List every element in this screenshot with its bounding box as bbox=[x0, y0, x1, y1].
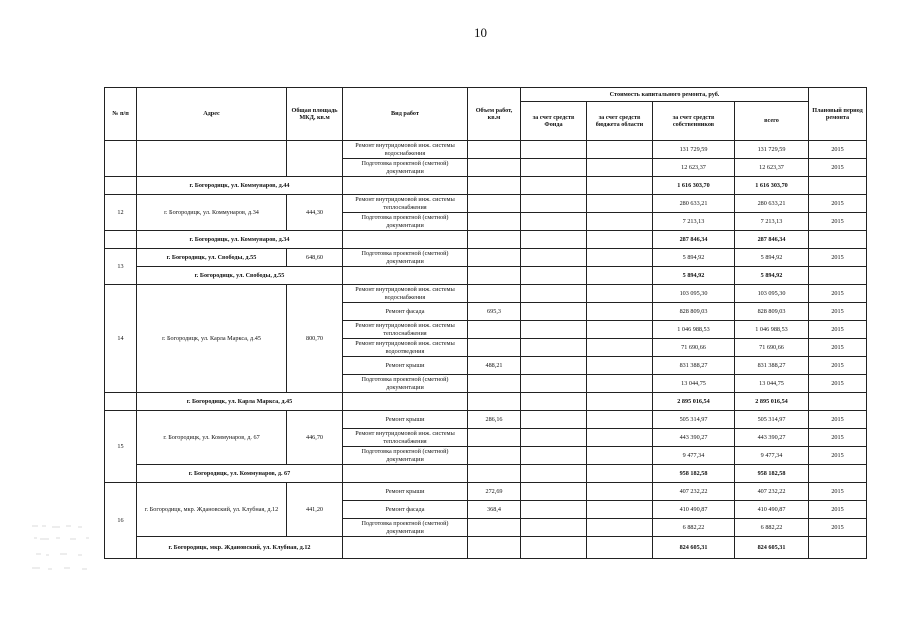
cell-period bbox=[809, 267, 867, 285]
cell-fund bbox=[521, 519, 587, 537]
cell-fund bbox=[521, 303, 587, 321]
cell-period: 2015 bbox=[809, 411, 867, 429]
col-area-header: Общая площадь МКД, кв.м bbox=[287, 88, 343, 141]
cell-volume bbox=[468, 177, 521, 195]
cell-total: 280 633,21 bbox=[735, 195, 809, 213]
cell-no bbox=[105, 177, 137, 195]
cell-fund bbox=[521, 501, 587, 519]
cell-volume bbox=[468, 213, 521, 231]
cell-total: 131 729,59 bbox=[735, 141, 809, 159]
cell-no bbox=[105, 231, 137, 249]
cell-work: Ремонт внутридомовой инж. системы водоснабжения bbox=[343, 141, 468, 159]
cell-volume bbox=[468, 447, 521, 465]
col-total-header: всего bbox=[735, 102, 809, 141]
cell-fund bbox=[521, 267, 587, 285]
cell-fund bbox=[521, 447, 587, 465]
cell-region bbox=[587, 537, 653, 559]
subtotal-label: г. Богородицк, ул. Коммунаров, д.34 bbox=[137, 231, 343, 249]
cell-region bbox=[587, 357, 653, 375]
cell-fund bbox=[521, 141, 587, 159]
cell-region bbox=[587, 249, 653, 267]
page-number: 10 bbox=[474, 25, 487, 40]
cell-period: 2015 bbox=[809, 375, 867, 393]
cell-region bbox=[587, 267, 653, 285]
cell-total: 443 390,27 bbox=[735, 429, 809, 447]
cell-fund bbox=[521, 213, 587, 231]
cell-area: 441,20 bbox=[287, 483, 343, 537]
subtotal-row bbox=[105, 465, 867, 483]
cell-region bbox=[587, 483, 653, 501]
cell-work: Ремонт внутридомовой инж. системы водоотведения bbox=[343, 339, 468, 357]
cell-volume bbox=[468, 429, 521, 447]
cell-work: Ремонт фасада bbox=[343, 303, 468, 321]
cell-owners: 831 388,27 bbox=[653, 357, 735, 375]
cell-region bbox=[587, 285, 653, 303]
cell-no: 16 bbox=[105, 483, 137, 559]
cell-total: 828 809,03 bbox=[735, 303, 809, 321]
subtotal-total: 2 895 016,54 bbox=[735, 393, 809, 411]
table-row bbox=[105, 411, 867, 429]
cell-work bbox=[343, 393, 468, 411]
cell-period: 2015 bbox=[809, 213, 867, 231]
cell-area: 648,60 bbox=[287, 249, 343, 267]
cell-address bbox=[137, 141, 287, 177]
cell-owners: 410 490,87 bbox=[653, 501, 735, 519]
cell-owners: 407 232,22 bbox=[653, 483, 735, 501]
cell-fund bbox=[521, 465, 587, 483]
cell-fund bbox=[521, 393, 587, 411]
cell-total: 831 388,27 bbox=[735, 357, 809, 375]
repairs-table bbox=[104, 87, 867, 559]
cell-owners: 13 044,75 bbox=[653, 375, 735, 393]
cell-total: 407 232,22 bbox=[735, 483, 809, 501]
subtotal-owners: 958 182,58 bbox=[653, 465, 735, 483]
cell-total: 71 690,66 bbox=[735, 339, 809, 357]
cell-address: г. Богородицк, ул. Карла Маркса, д.45 bbox=[137, 285, 287, 393]
cell-region bbox=[587, 339, 653, 357]
subtotal-label: г. Богородицк, мкр. Ждановский, ул. Клубная, д.12 bbox=[137, 537, 343, 559]
cell-fund bbox=[521, 483, 587, 501]
cell-no bbox=[105, 141, 137, 177]
cell-region bbox=[587, 393, 653, 411]
cell-period: 2015 bbox=[809, 195, 867, 213]
cell-work bbox=[343, 267, 468, 285]
cell-volume bbox=[468, 267, 521, 285]
cell-region bbox=[587, 231, 653, 249]
cell-work: Подготовка проектной (сметной) документации bbox=[343, 519, 468, 537]
cell-volume bbox=[468, 339, 521, 357]
cell-volume bbox=[468, 465, 521, 483]
cell-owners: 71 690,66 bbox=[653, 339, 735, 357]
cell-work: Подготовка проектной (сметной) документации bbox=[343, 249, 468, 267]
cell-volume bbox=[468, 537, 521, 559]
cell-region bbox=[587, 321, 653, 339]
cell-total: 12 623,37 bbox=[735, 159, 809, 177]
cell-work: Подготовка проектной (сметной) документации bbox=[343, 375, 468, 393]
cell-volume: 488,21 bbox=[468, 357, 521, 375]
cell-fund bbox=[521, 195, 587, 213]
cell-volume bbox=[468, 195, 521, 213]
cell-owners: 12 623,37 bbox=[653, 159, 735, 177]
cell-work bbox=[343, 537, 468, 559]
cell-region bbox=[587, 177, 653, 195]
cell-total: 9 477,34 bbox=[735, 447, 809, 465]
subtotal-owners: 287 846,34 bbox=[653, 231, 735, 249]
subtotal-owners: 5 894,92 bbox=[653, 267, 735, 285]
cell-work: Ремонт внутридомовой инж. системы водоснабжения bbox=[343, 285, 468, 303]
cell-total: 505 314,97 bbox=[735, 411, 809, 429]
subtotal-total: 5 894,92 bbox=[735, 267, 809, 285]
cell-volume bbox=[468, 231, 521, 249]
cell-period: 2015 bbox=[809, 519, 867, 537]
cell-owners: 6 882,22 bbox=[653, 519, 735, 537]
cell-total: 13 044,75 bbox=[735, 375, 809, 393]
cell-address: г. Богородицк, ул. Коммунаров, д.34 bbox=[137, 195, 287, 231]
cell-owners: 103 095,30 bbox=[653, 285, 735, 303]
subtotal-row bbox=[105, 231, 867, 249]
cell-period bbox=[809, 177, 867, 195]
cell-area: 446,70 bbox=[287, 411, 343, 465]
cell-total: 7 213,13 bbox=[735, 213, 809, 231]
col-no-header: № п/п bbox=[105, 88, 137, 141]
cell-period bbox=[809, 231, 867, 249]
col-period-header: Плановый период ремонта bbox=[809, 88, 867, 141]
cell-region bbox=[587, 213, 653, 231]
cell-address: г. Богородицк, ул. Коммунаров, д. 67 bbox=[137, 411, 287, 465]
cell-volume bbox=[468, 393, 521, 411]
cell-work bbox=[343, 231, 468, 249]
subtotal-owners: 2 895 016,54 bbox=[653, 393, 735, 411]
subtotal-label: г. Богородицк, ул. Карла Маркса, д.45 bbox=[137, 393, 343, 411]
cell-period: 2015 bbox=[809, 483, 867, 501]
cell-region bbox=[587, 429, 653, 447]
cell-fund bbox=[521, 537, 587, 559]
subtotal-label: г. Богородицк, ул. Коммунаров, д.44 bbox=[137, 177, 343, 195]
col-region-header: за счет средств бюджета области bbox=[587, 102, 653, 141]
cell-period: 2015 bbox=[809, 321, 867, 339]
cell-fund bbox=[521, 429, 587, 447]
table-row bbox=[105, 285, 867, 303]
cell-work: Подготовка проектной (сметной) документации bbox=[343, 447, 468, 465]
cell-work: Ремонт крыши bbox=[343, 411, 468, 429]
scan-noise-mark bbox=[30, 518, 100, 578]
cell-total: 5 894,92 bbox=[735, 249, 809, 267]
cell-period: 2015 bbox=[809, 303, 867, 321]
cell-work: Подготовка проектной (сметной) документации bbox=[343, 213, 468, 231]
cell-region bbox=[587, 501, 653, 519]
cell-no: 14 bbox=[105, 285, 137, 393]
cell-period: 2015 bbox=[809, 141, 867, 159]
cell-area bbox=[287, 141, 343, 177]
cell-period: 2015 bbox=[809, 285, 867, 303]
subtotal-owners: 824 605,31 bbox=[653, 537, 735, 559]
subtotal-owners: 1 616 303,70 bbox=[653, 177, 735, 195]
cell-period: 2015 bbox=[809, 447, 867, 465]
cell-area: 800,70 bbox=[287, 285, 343, 393]
cell-volume bbox=[468, 375, 521, 393]
cell-volume bbox=[468, 285, 521, 303]
cell-fund bbox=[521, 321, 587, 339]
cell-fund bbox=[521, 249, 587, 267]
cell-work: Ремонт внутридомовой инж. системы теплоснабжения bbox=[343, 195, 468, 213]
cell-fund bbox=[521, 357, 587, 375]
col-address-header: Адрес bbox=[137, 88, 287, 141]
cell-owners: 7 213,13 bbox=[653, 213, 735, 231]
subtotal-total: 287 846,34 bbox=[735, 231, 809, 249]
col-owners-header: за счет средств собственников bbox=[653, 102, 735, 141]
cell-fund bbox=[521, 411, 587, 429]
cell-owners: 131 729,59 bbox=[653, 141, 735, 159]
cell-volume: 272,69 bbox=[468, 483, 521, 501]
cell-owners: 9 477,34 bbox=[653, 447, 735, 465]
cell-owners: 828 809,03 bbox=[653, 303, 735, 321]
cell-total: 410 490,87 bbox=[735, 501, 809, 519]
cell-fund bbox=[521, 159, 587, 177]
cell-area: 444,30 bbox=[287, 195, 343, 231]
cell-period: 2015 bbox=[809, 159, 867, 177]
cell-period bbox=[809, 465, 867, 483]
cell-period: 2015 bbox=[809, 501, 867, 519]
subtotal-total: 958 182,58 bbox=[735, 465, 809, 483]
cell-owners: 5 894,92 bbox=[653, 249, 735, 267]
cell-volume bbox=[468, 249, 521, 267]
cell-volume bbox=[468, 141, 521, 159]
subtotal-row bbox=[105, 267, 867, 285]
subtotal-row bbox=[105, 537, 867, 559]
cell-volume bbox=[468, 519, 521, 537]
cell-period: 2015 bbox=[809, 357, 867, 375]
cost-group-header: Стоимость капитального ремонта, руб. bbox=[521, 88, 809, 102]
cell-region bbox=[587, 195, 653, 213]
cell-region bbox=[587, 519, 653, 537]
cell-work: Ремонт внутридомовой инж. системы теплоснабжения bbox=[343, 429, 468, 447]
cell-region bbox=[587, 303, 653, 321]
cell-work: Ремонт крыши bbox=[343, 357, 468, 375]
cell-owners: 505 314,97 bbox=[653, 411, 735, 429]
table-row bbox=[105, 483, 867, 501]
cell-fund bbox=[521, 339, 587, 357]
cell-period: 2015 bbox=[809, 249, 867, 267]
cell-region bbox=[587, 159, 653, 177]
cell-owners: 280 633,21 bbox=[653, 195, 735, 213]
cell-work bbox=[343, 177, 468, 195]
col-fund-header: за счет средств Фонда bbox=[521, 102, 587, 141]
cell-no: 12 bbox=[105, 195, 137, 231]
cell-fund bbox=[521, 231, 587, 249]
cell-total: 6 882,22 bbox=[735, 519, 809, 537]
table-row bbox=[105, 249, 867, 267]
cell-region bbox=[587, 465, 653, 483]
cell-owners: 443 390,27 bbox=[653, 429, 735, 447]
cell-address: г. Богородицк, мкр. Ждановский, ул. Клубная, д.12 bbox=[137, 483, 287, 537]
cell-volume bbox=[468, 321, 521, 339]
cell-no bbox=[105, 393, 137, 411]
cell-owners: 1 046 988,53 bbox=[653, 321, 735, 339]
cell-work: Подготовка проектной (сметной) документации bbox=[343, 159, 468, 177]
col-volume-header: Объем работ, кв.м bbox=[468, 88, 521, 141]
cell-region bbox=[587, 447, 653, 465]
cell-no: 13 bbox=[105, 249, 137, 285]
cell-period bbox=[809, 537, 867, 559]
cell-total: 1 046 988,53 bbox=[735, 321, 809, 339]
subtotal-total: 824 605,31 bbox=[735, 537, 809, 559]
cell-period: 2015 bbox=[809, 429, 867, 447]
subtotal-total: 1 616 303,70 bbox=[735, 177, 809, 195]
cell-total: 103 095,30 bbox=[735, 285, 809, 303]
col-work-header: Вид работ bbox=[343, 88, 468, 141]
cell-volume: 368,4 bbox=[468, 501, 521, 519]
cell-volume: 286,16 bbox=[468, 411, 521, 429]
cell-work: Ремонт внутридомовой инж. системы теплоснабжения bbox=[343, 321, 468, 339]
table-row bbox=[105, 141, 867, 159]
cell-no: 15 bbox=[105, 411, 137, 483]
subtotal-label: г. Богородицк, ул. Свободы, д.55 bbox=[137, 267, 343, 285]
cell-region bbox=[587, 141, 653, 159]
cell-volume bbox=[468, 159, 521, 177]
subtotal-row bbox=[105, 177, 867, 195]
cell-volume: 695,3 bbox=[468, 303, 521, 321]
cell-work: Ремонт крыши bbox=[343, 483, 468, 501]
subtotal-row bbox=[105, 393, 867, 411]
cell-period bbox=[809, 393, 867, 411]
cell-work: Ремонт фасада bbox=[343, 501, 468, 519]
cell-fund bbox=[521, 285, 587, 303]
cell-fund bbox=[521, 375, 587, 393]
table-row bbox=[105, 195, 867, 213]
cell-work bbox=[343, 465, 468, 483]
cell-region bbox=[587, 411, 653, 429]
cell-period: 2015 bbox=[809, 339, 867, 357]
subtotal-label: г. Богородицк, ул. Коммунаров, д. 67 bbox=[137, 465, 343, 483]
cell-fund bbox=[521, 177, 587, 195]
cell-region bbox=[587, 375, 653, 393]
cell-address: г. Богородицк, ул. Свободы, д.55 bbox=[137, 249, 287, 267]
